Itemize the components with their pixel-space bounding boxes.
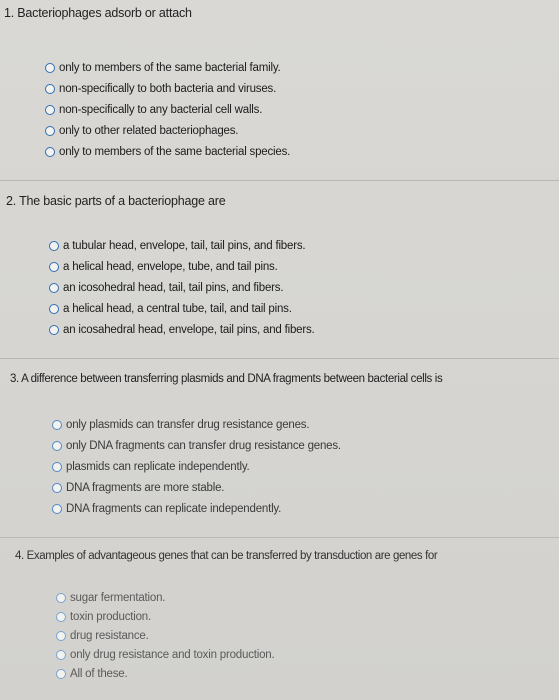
question-1-option-b[interactable] — [45, 81, 276, 97]
divider — [0, 180, 559, 181]
question-1-text: 1. Bacteriophages adsorb or attach — [4, 6, 192, 20]
option-label: only plasmids can transfer drug resistance genes. — [66, 419, 310, 431]
question-3-option-a[interactable] — [52, 417, 309, 433]
question-2-option-d[interactable] — [49, 301, 292, 317]
radio-button[interactable] — [52, 441, 62, 451]
option-label: a helical head, envelope, tube, and tail pins. — [63, 261, 278, 273]
option-label: an icosahedral head, envelope, tail pins, and fibers. — [63, 324, 315, 336]
radio-button[interactable] — [45, 84, 55, 94]
radio-button[interactable] — [49, 304, 59, 314]
radio-button[interactable] — [52, 420, 62, 430]
option-label: only to members of the same bacterial species. — [59, 146, 291, 158]
radio-button[interactable] — [52, 483, 62, 493]
radio-button[interactable] — [56, 612, 66, 622]
option-label: only drug resistance and toxin production. — [70, 649, 275, 661]
option-label: All of these. — [70, 668, 128, 680]
question-4-option-b[interactable] — [56, 609, 151, 625]
option-label: sugar fermentation. — [70, 592, 166, 604]
radio-button[interactable] — [52, 504, 62, 514]
radio-button[interactable] — [45, 147, 55, 157]
question-4-option-a[interactable] — [56, 590, 165, 606]
option-label: drug resistance. — [70, 630, 149, 642]
divider — [0, 537, 559, 538]
radio-button[interactable] — [56, 650, 66, 660]
radio-button[interactable] — [49, 325, 59, 335]
question-4-text: 4. Examples of advantageous genes that can be transferred by transduction are genes for — [15, 550, 438, 562]
radio-button[interactable] — [49, 241, 59, 251]
question-2-option-a[interactable] — [49, 238, 305, 254]
radio-button[interactable] — [45, 126, 55, 136]
divider — [0, 358, 559, 359]
question-2-option-e[interactable] — [49, 322, 315, 338]
question-2-text: 2. The basic parts of a bacteriophage are — [6, 194, 226, 208]
radio-button[interactable] — [52, 462, 62, 472]
option-label: a helical head, a central tube, tail, and tail pins. — [63, 303, 292, 315]
radio-button[interactable] — [49, 283, 59, 293]
question-4-option-d[interactable] — [56, 647, 274, 663]
question-3-option-b[interactable] — [52, 438, 341, 454]
question-3-option-d[interactable] — [52, 480, 224, 496]
question-2-option-c[interactable] — [49, 280, 283, 296]
question-3-option-e[interactable] — [52, 501, 281, 517]
radio-button[interactable] — [56, 631, 66, 641]
question-1-option-d[interactable] — [45, 123, 238, 139]
option-label: an icosohedral head, tail, tail pins, and fibers. — [63, 282, 284, 294]
option-label: DNA fragments are more stable. — [66, 482, 225, 494]
radio-button[interactable] — [56, 593, 66, 603]
option-label: plasmids can replicate independently. — [66, 461, 250, 473]
option-label: non-specifically to any bacterial cell walls. — [59, 104, 263, 116]
question-3-text: 3. A difference between transferring plasmids and DNA fragments between bacterial cells is — [10, 373, 443, 385]
radio-button[interactable] — [49, 262, 59, 272]
option-label: only to members of the same bacterial family. — [59, 62, 281, 74]
question-1-option-c[interactable] — [45, 102, 262, 118]
option-label: toxin production. — [70, 611, 151, 623]
radio-button[interactable] — [45, 105, 55, 115]
question-1-option-a[interactable] — [45, 60, 281, 76]
option-label: a tubular head, envelope, tail, tail pins, and fibers. — [63, 240, 306, 252]
option-label: non-specifically to both bacteria and viruses. — [59, 83, 277, 95]
question-4-option-e[interactable] — [56, 666, 128, 682]
option-label: only to other related bacteriophages. — [59, 125, 239, 137]
question-4-option-c[interactable] — [56, 628, 149, 644]
radio-button[interactable] — [56, 669, 66, 679]
question-2-option-b[interactable] — [49, 259, 278, 275]
radio-button[interactable] — [45, 63, 55, 73]
question-3-option-c[interactable] — [52, 459, 250, 475]
option-label: only DNA fragments can transfer drug resistance genes. — [66, 440, 341, 452]
option-label: DNA fragments can replicate independently. — [66, 503, 282, 515]
question-1-option-e[interactable] — [45, 144, 290, 160]
